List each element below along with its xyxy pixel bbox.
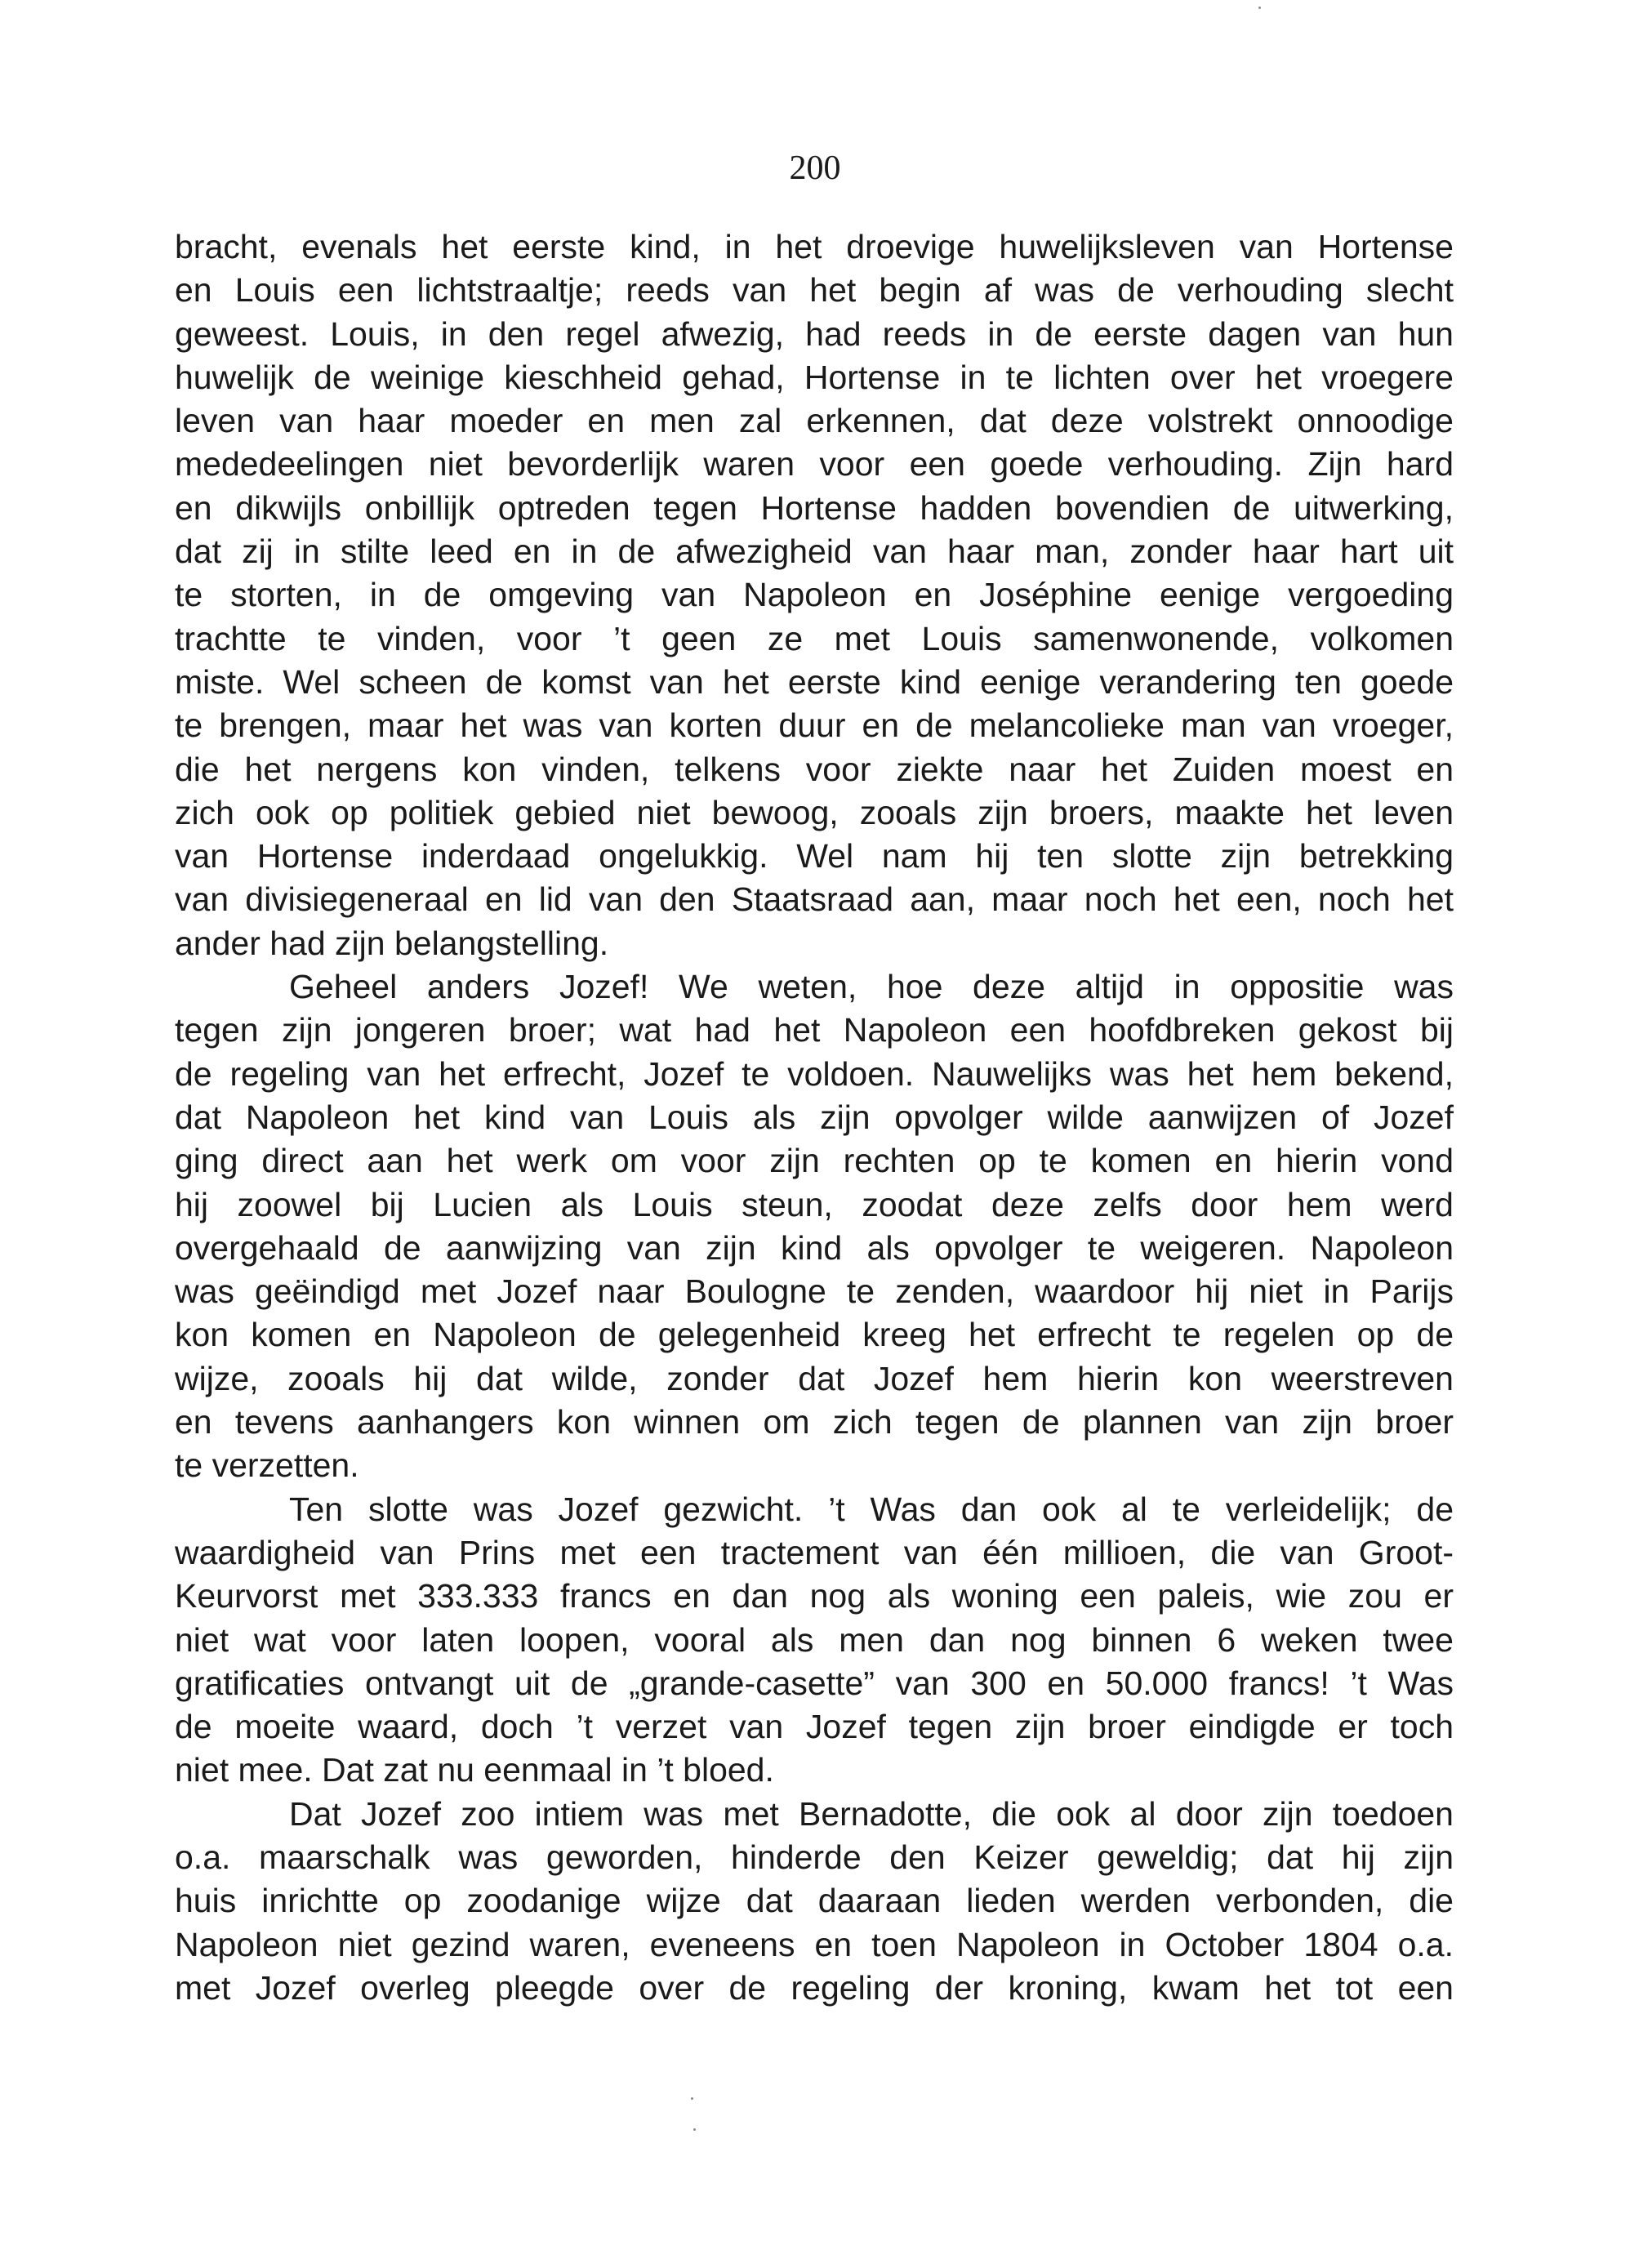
text-line: te brengen, maar het was van korten duur en de melancolieke man van vroeger, [175, 706, 1454, 745]
text-line: dat zij in stilte leed en in de afwezigheid van haar man, zonder haar hart uit [175, 532, 1454, 571]
text-line: de regeling van het erfrecht, Jozef te voldoen. Nauwelijks was het hem bekend, [175, 1054, 1454, 1093]
text-line: overgehaald de aanwijzing van zijn kind als opvolger te weigeren. Napoleon [175, 1228, 1454, 1267]
text-line: zich ook op politiek gebied niet bewoog, zooals zijn broers, maakte het leven [175, 793, 1454, 831]
text-line: huwelijk de weinige kieschheid gehad, Hortense in te lichten over het vroegere [175, 358, 1454, 396]
text-line: Ten slotte was Jozef gezwicht. ’t Was dan ook al te verleidelijk; de [289, 1490, 1454, 1528]
text-line: Dat Jozef zoo intiem was met Bernadotte, die ook al door zijn toedoen [289, 1794, 1454, 1833]
text-line: niet wat voor laten loopen, vooral als men dan nog binnen 6 weken twee [175, 1620, 1454, 1659]
text-line: dat Napoleon het kind van Louis als zijn opvolger wilde aanwijzen of Jozef [175, 1098, 1454, 1136]
paragraph [175, 225, 1454, 965]
paragraph [175, 1488, 1454, 1793]
text-line: van divisiegeneraal en lid van den Staatsraad aan, maar noch het een, noch het [175, 880, 1454, 919]
paragraph [175, 1793, 1454, 2010]
text-line: tegen zijn jongeren broer; wat had het Napoleon een hoofdbreken gekost bij [175, 1011, 1454, 1049]
text-line: Napoleon niet gezind waren, eveneens en toen Napoleon in October 1804 o.a. [175, 1925, 1454, 1963]
text-line: mededeelingen niet bevorderlijk waren voor een goede verhouding. Zijn hard [175, 445, 1454, 483]
text-line: waardigheid van Prins met een tractement van één millioen, die van Groot- [175, 1533, 1454, 1571]
text-line: en Louis een lichtstraaltje; reeds van het begin af was de verhouding slecht [175, 271, 1454, 310]
text-line: bracht, evenals het eerste kind, in het droevige huwelijksleven van Hortense [175, 228, 1454, 265]
text-line: Keurvorst met 333.333 francs en dan nog als woning een paleis, wie zou er [175, 1577, 1454, 1615]
text-line: was geëindigd met Jozef naar Boulogne te zenden, waardoor hij niet in Parijs [175, 1272, 1454, 1311]
text-line: huis inrichtte op zoodanige wijze dat daaraan lieden werden verbonden, die [175, 1882, 1454, 1920]
text-line: o.a. maarschalk was geworden, hinderde den Keizer geweldig; dat hij zijn [175, 1838, 1454, 1876]
text-line: van Hortense inderdaad ongelukkig. Wel nam hij ten slotte zijn betrekking [175, 837, 1454, 876]
text-line: trachtte te vinden, voor ’t geen ze met Louis samenwonende, volkomen [175, 619, 1454, 657]
text-line: te verzetten. [175, 1446, 359, 1485]
text-line: leven van haar moeder en men zal erkennen, dat deze volstrekt onnoodige [175, 402, 1454, 440]
text-line: die het nergens kon vinden, telkens voor ziekte naar het Zuiden moest en [175, 750, 1454, 788]
text-line: te storten, in de omgeving van Napoleon en Joséphine eenige vergoeding [175, 576, 1454, 614]
text-line: de moeite waard, doch ’t verzet van Jozef tegen zijn broer eindigde er toch [175, 1708, 1454, 1746]
paragraph [175, 965, 1454, 1488]
scan-speck [1258, 7, 1261, 9]
text-line: miste. Wel scheen de komst van het eerste kind eenige verandering ten goede [175, 662, 1454, 701]
text-line: met Jozef overleg pleegde over de regeling der kroning, kwam het tot een [175, 1968, 1454, 2007]
text-line: gratificaties ontvangt uit de „grande-casette” van 300 en 50.000 francs! ’t Was [175, 1664, 1454, 1702]
text-line: niet mee. Dat zat nu eenmaal in ’t bloed. [175, 1751, 774, 1789]
text-line: en tevens aanhangers kon winnen om zich tegen de plannen van zijn broer [175, 1403, 1454, 1441]
text-line: Geheel anders Jozef! We weten, hoe deze altijd in oppositie was [289, 968, 1454, 1006]
text-line: geweest. Louis, in den regel afwezig, had reeds in de eerste dagen van hun [175, 314, 1454, 353]
scan-speck [693, 2128, 696, 2131]
text-line: hij zoowel bij Lucien als Louis steun, zoodat deze zelfs door hem werd [175, 1185, 1454, 1223]
page-number: 200 [789, 149, 841, 187]
scan-speck [691, 2097, 693, 2100]
body-text [175, 225, 1454, 2010]
text-line: kon komen en Napoleon de gelegenheid kreeg het erfrecht te regelen op de [175, 1316, 1454, 1354]
text-line: ging direct aan het werk om voor zijn rechten op te komen en hierin vond [175, 1142, 1454, 1180]
text-line: en dikwijls onbillijk optreden tegen Hortense hadden bovendien de uitwerking, [175, 488, 1454, 527]
text-line: ander had zijn belangstelling. [175, 924, 609, 962]
text-line: wijze, zooals hij dat wilde, zonder dat Jozef hem hierin kon weerstreven [175, 1359, 1454, 1397]
